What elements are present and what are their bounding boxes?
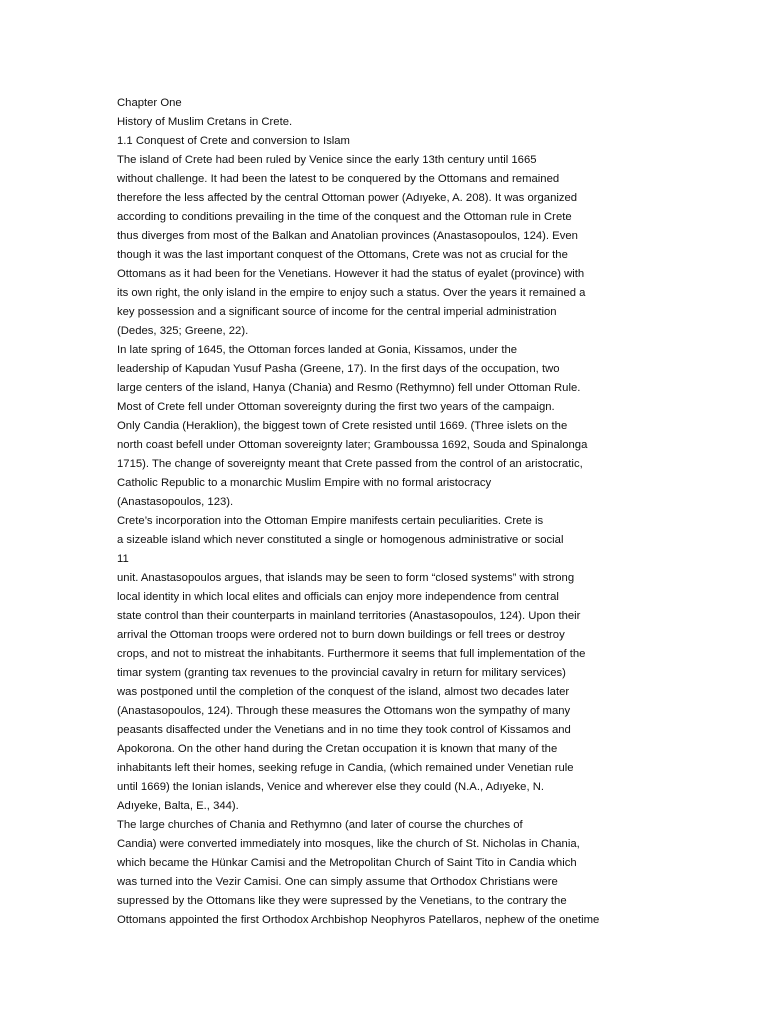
text-line: 1715). The change of sovereignty meant that Crete passed from the control of an aristocratic, xyxy=(117,458,583,470)
text-line: The large churches of Chania and Rethymno (and later of course the churches of xyxy=(117,819,523,831)
text-line: was turned into the Vezir Camisi. One can simply assume that Orthodox Christians were xyxy=(117,876,558,888)
text-line: crops, and not to mistreat the inhabitants. Furthermore it seems that full implementation of the xyxy=(117,648,586,660)
text-line: (Dedes, 325; Greene, 22). xyxy=(117,325,249,337)
text-line: Adıyeke, Balta, E., 344). xyxy=(117,800,239,812)
text-line: (Anastasopoulos, 123). xyxy=(117,496,234,508)
text-line: unit. Anastasopoulos argues, that islands may be seen to form “closed systems” with strong xyxy=(117,572,575,584)
page-number: 11 xyxy=(117,553,129,565)
text-line: large centers of the island, Hanya (Chania) and Resmo (Rethymno) fell under Ottoman Rule. xyxy=(117,382,581,394)
text-line: supressed by the Ottomans like they were supressed by the Venetians, to the contrary the xyxy=(117,895,567,907)
text-line: Apokorona. On the other hand during the Cretan occupation it is known that many of the xyxy=(117,743,558,755)
text-line: Candia) were converted immediately into mosques, like the church of St. Nicholas in Chania, xyxy=(117,838,580,850)
text-line: according to conditions prevailing in the time of the conquest and the Ottoman rule in Crete xyxy=(117,211,572,223)
text-line: until 1669) the Ionian islands, Venice and wherever else they could (N.A., Adıyeke, N. xyxy=(117,781,545,793)
text-line: Only Candia (Heraklion), the biggest town of Crete resisted until 1669. (Three islets on the xyxy=(117,420,568,432)
text-line: north coast befell under Ottoman sovereignty later; Gramboussa 1692, Souda and Spinalonga xyxy=(117,439,588,451)
text-line: key possession and a significant source of income for the central imperial administration xyxy=(117,306,557,318)
text-line: local identity in which local elites and officials can enjoy more independence from central xyxy=(117,591,559,603)
text-line: state control than their counterparts in mainland territories (Anastasopoulos, 124). Upon their xyxy=(117,610,581,622)
text-line: which became the Hünkar Camisi and the Metropolitan Church of Saint Tito in Candia which xyxy=(117,857,577,869)
text-line: peasants disaffected under the Venetians and in no time they took control of Kissamos and xyxy=(117,724,571,736)
text-line: leadership of Kapudan Yusuf Pasha (Greene, 17). In the first days of the occupation, two xyxy=(117,363,560,375)
text-line: inhabitants left their homes, seeking refuge in Candia, (which remained under Venetian rule xyxy=(117,762,574,774)
text-line: Crete’s incorporation into the Ottoman Empire manifests certain peculiarities. Crete is xyxy=(117,515,544,527)
chapter-heading: Chapter One xyxy=(117,97,182,109)
text-line: timar system (granting tax revenues to the provincial cavalry in return for military services) xyxy=(117,667,566,679)
text-line: its own right, the only island in the empire to enjoy such a status. Over the years it remained a xyxy=(117,287,586,299)
document-text-block xyxy=(117,94,677,930)
section-heading: 1.1 Conquest of Crete and conversion to Islam xyxy=(117,135,350,147)
text-line: thus diverges from most of the Balkan and Anatolian provinces (Anastasopoulos, 124). Even xyxy=(117,230,578,242)
text-line: The island of Crete had been ruled by Venice since the early 13th century until 1665 xyxy=(117,154,537,166)
text-line: arrival the Ottoman troops were ordered not to burn down buildings or fell trees or destroy xyxy=(117,629,565,641)
text-line: Catholic Republic to a monarchic Muslim Empire with no formal aristocracy xyxy=(117,477,492,489)
chapter-title: History of Muslim Cretans in Crete. xyxy=(117,116,293,128)
text-line: was postponed until the completion of the conquest of the island, almost two decades later xyxy=(117,686,570,698)
text-line: (Anastasopoulos, 124). Through these measures the Ottomans won the sympathy of many xyxy=(117,705,571,717)
text-line: therefore the less affected by the central Ottoman power (Adıyeke, A. 208). It was organized xyxy=(117,192,578,204)
text-line: Most of Crete fell under Ottoman sovereignty during the first two years of the campaign. xyxy=(117,401,555,413)
text-line: a sizeable island which never constituted a single or homogenous administrative or social xyxy=(117,534,564,546)
text-line: without challenge. It had been the latest to be conquered by the Ottomans and remained xyxy=(117,173,560,185)
text-line: Ottomans as it had been for the Venetians. However it had the status of eyalet (province) with xyxy=(117,268,585,280)
text-line: Ottomans appointed the first Orthodox Archbishop Neophyros Patellaros, nephew of the onetime xyxy=(117,914,600,926)
text-line: though it was the last important conquest of the Ottomans, Crete was not as crucial for the xyxy=(117,249,568,261)
text-line: In late spring of 1645, the Ottoman forces landed at Gonia, Kissamos, under the xyxy=(117,344,518,356)
